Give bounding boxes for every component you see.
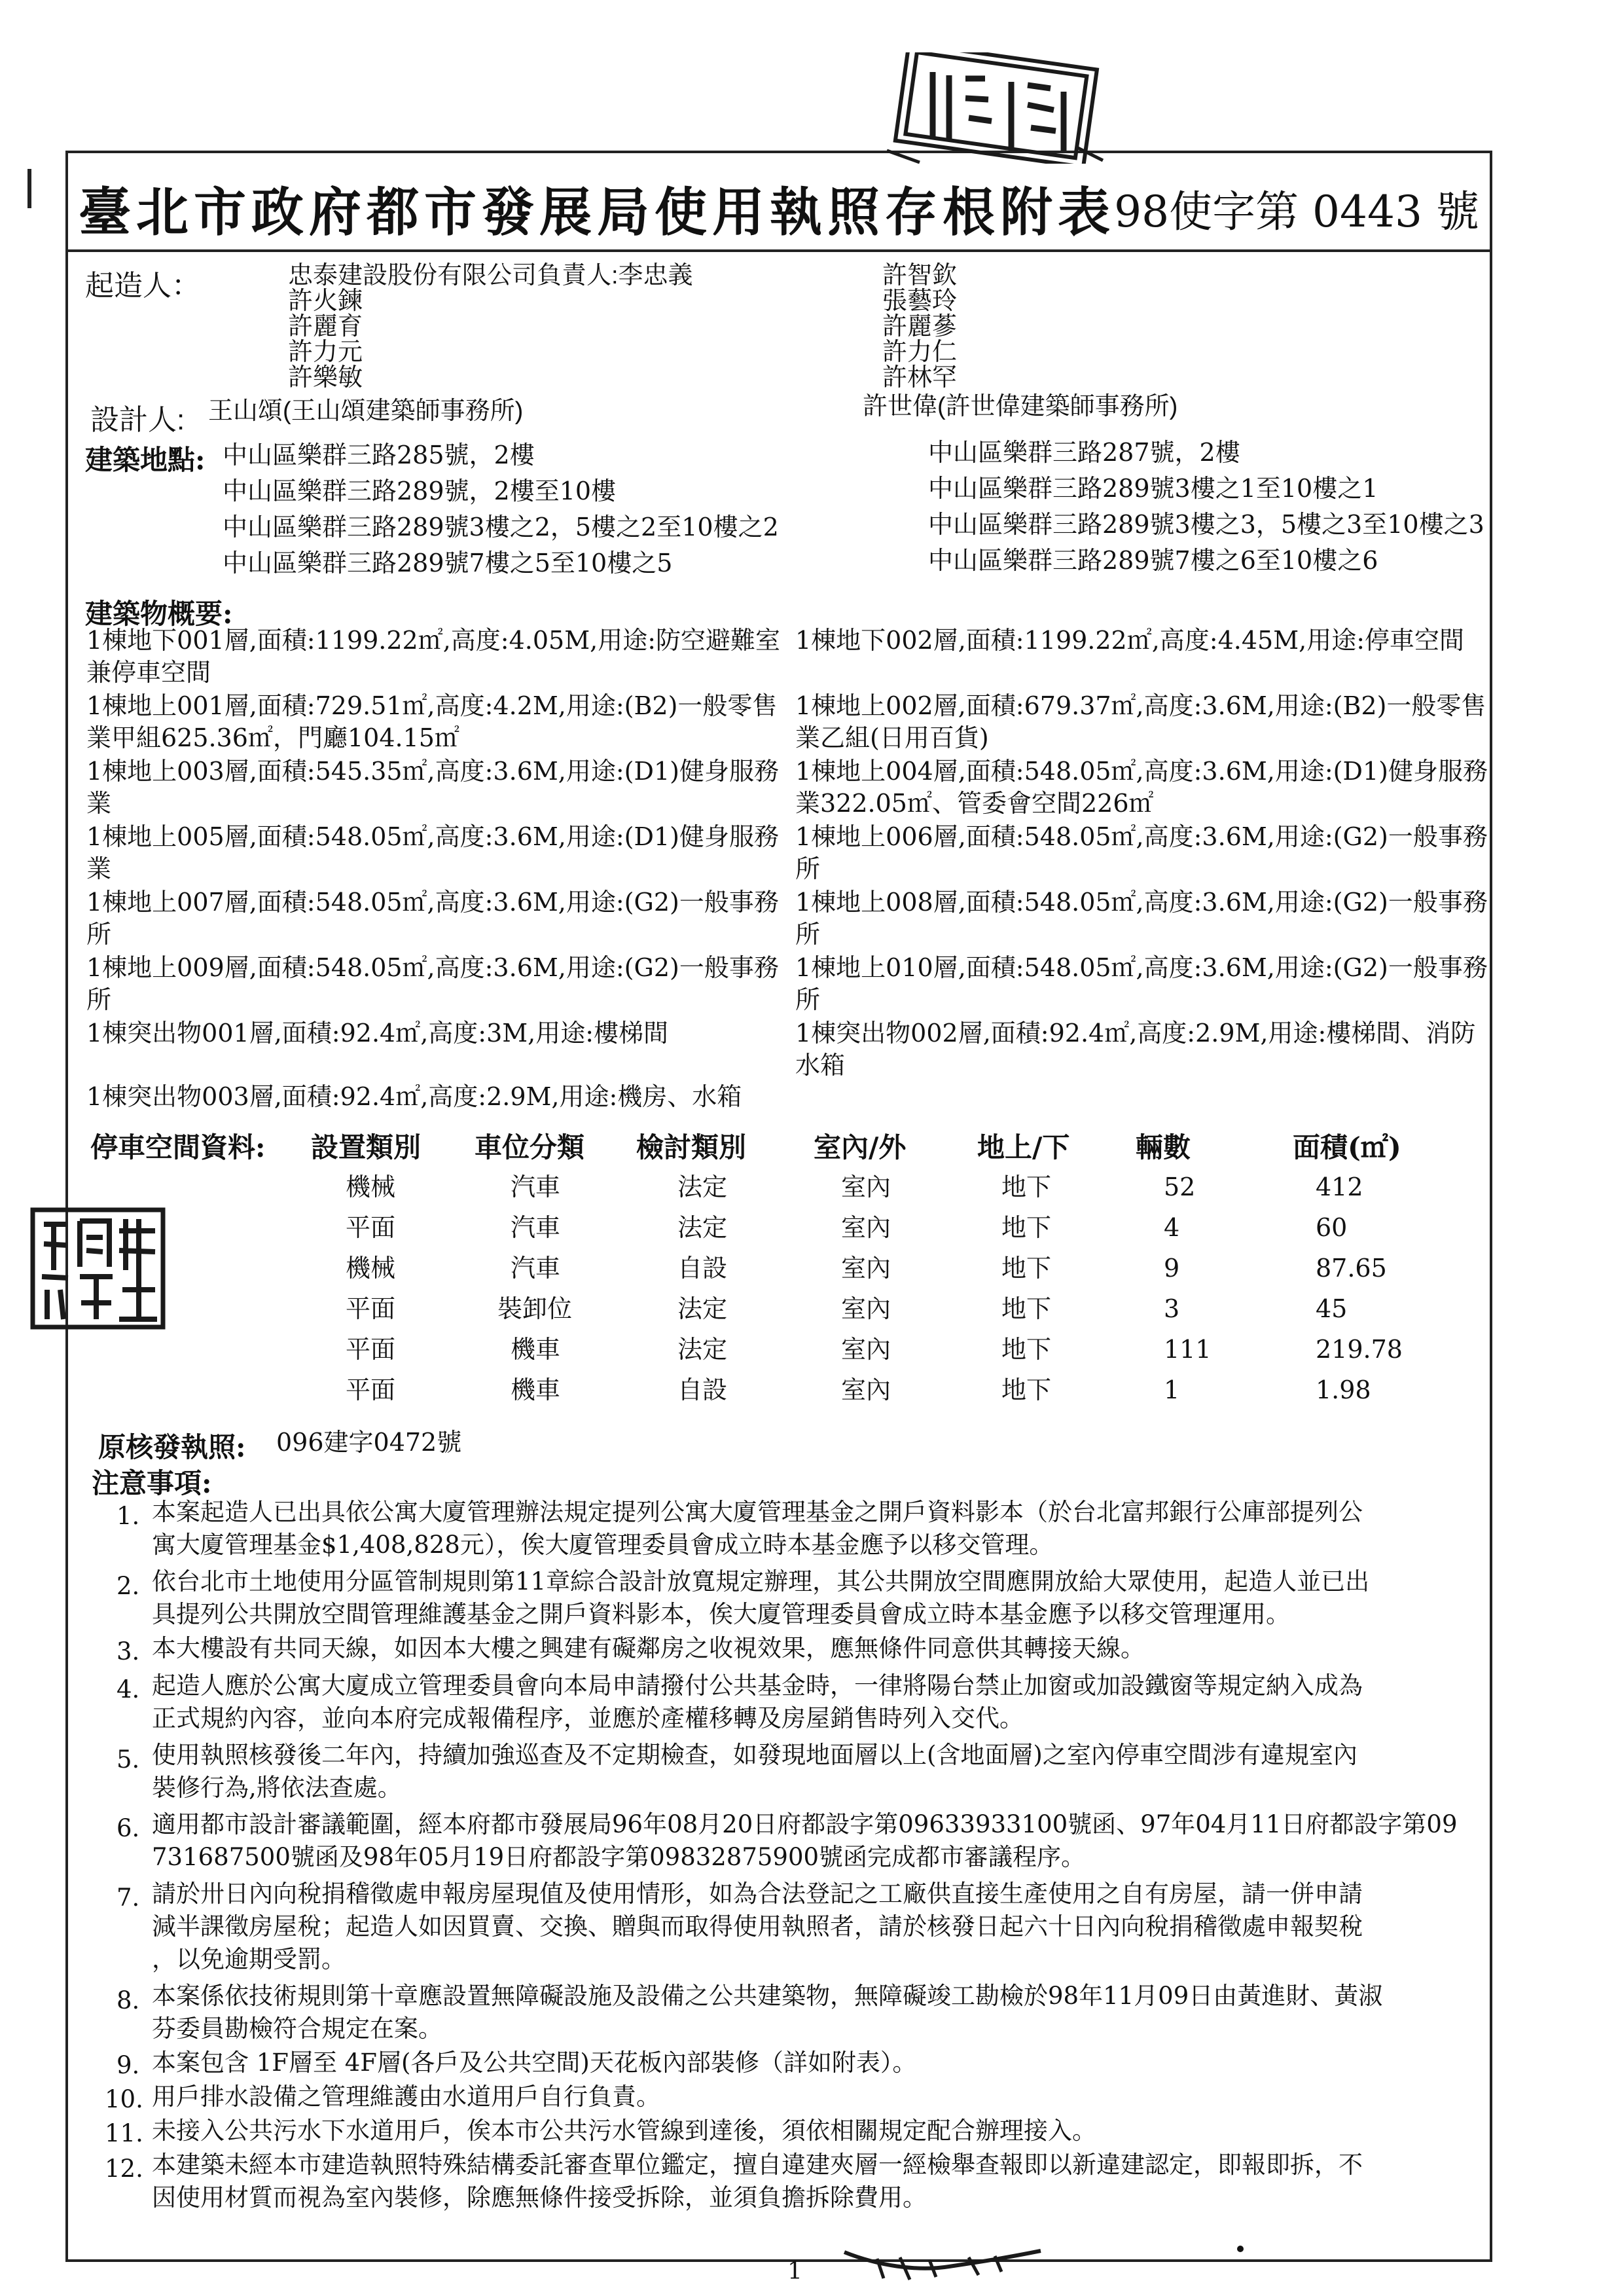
parking-row-3-level: 地下 <box>1001 1294 1052 1323</box>
parking-row-2-cat: 汽車 <box>511 1254 561 1283</box>
parking-row-0-level: 地下 <box>1001 1173 1052 1201</box>
overview-right-2a: 1棟地上004層,面積:548.05㎡,高度:3.6M,用途:(D1)健身服務 <box>795 757 1488 786</box>
parking-row-2-inout: 室內 <box>841 1254 891 1283</box>
overview-right-6b: 水箱 <box>795 1051 846 1080</box>
builder-right-3: 許力仁 <box>882 338 958 366</box>
site-left-2: 中山區樂群三路289號3樓之2，5樓之2至10樓之2 <box>223 513 779 541</box>
parking-row-4-cat: 機車 <box>511 1335 561 1364</box>
note-6-line-2: 731687500號函及98年05月19日府都設字第09832875900號函完成都市審議程序。 <box>152 1843 1086 1871</box>
site-left-3: 中山區樂群三路289號7樓之5至10樓之5 <box>223 549 673 577</box>
builder-left-4: 許樂敏 <box>288 364 363 392</box>
site-right-3: 中山區樂群三路289號7樓之6至10樓之6 <box>928 546 1378 575</box>
overview-right-5b: 所 <box>795 985 821 1014</box>
parking-row-0-review: 法定 <box>677 1173 728 1201</box>
parking-row-1-level: 地下 <box>1001 1213 1052 1242</box>
designer-right: 許世偉(許世偉建築師事務所) <box>863 393 1178 420</box>
parking-row-0-area: 412 <box>1316 1173 1363 1201</box>
overview-left-2a: 1棟地上003層,面積:545.35㎡,高度:3.6M,用途:(D1)健身服務 <box>86 757 779 786</box>
note-8-line-1: 本案係依技術規則第十章應設置無障礙設施及設備之公共建築物，無障礙竣工勘檢於98年11月09日由黃進財、黃淑 <box>152 1982 1383 2010</box>
parking-header-3: 室內/外 <box>814 1131 907 1163</box>
parking-row-0-type: 機械 <box>346 1173 396 1201</box>
overview-left-3b: 業 <box>86 854 112 883</box>
parking-row-5-level: 地下 <box>1001 1376 1052 1404</box>
note-12-line-2: 因使用材質而視為室內裝修，除應無條件接受拆除，並須負擔拆除費用。 <box>152 2183 927 2212</box>
page-number: 1 <box>787 2258 802 2285</box>
parking-row-1-inout: 室內 <box>841 1213 891 1242</box>
overview-left-7a: 1棟突出物003層,面積:92.4㎡,高度:2.9M,用途:機房、水箱 <box>86 1082 742 1111</box>
note-10-line-1: 用戶排水設備之管理維護由水道用戶自行負責。 <box>152 2083 660 2111</box>
site-left-1: 中山區樂群三路289號，2樓至10樓 <box>223 477 617 505</box>
builder-label: 起造人： <box>85 270 200 302</box>
parking-row-0-cat: 汽車 <box>511 1173 561 1201</box>
original-license-value: 096建字0472號 <box>276 1428 462 1457</box>
overview-right-3a: 1棟地上006層,面積:548.05㎡,高度:3.6M,用途:(G2)一般事務 <box>795 822 1488 851</box>
parking-row-2-count: 9 <box>1164 1254 1180 1283</box>
title-row <box>65 151 1492 252</box>
note-7-line-1: 請於卅日內向稅捐稽徵處申報房屋現值及使用情形，如為合法登記之工廠供直接生產使用之自有房屋，請一併申請 <box>152 1880 1363 1908</box>
parking-header-1: 車位分類 <box>475 1131 585 1163</box>
document-title: 臺北市政府都市發展局使用執照存根附表 <box>79 181 1115 243</box>
parking-label: 停車空間資料: <box>90 1131 266 1163</box>
parking-row-3-count: 3 <box>1164 1294 1180 1323</box>
parking-row-3-review: 法定 <box>677 1294 728 1323</box>
overview-right-5a: 1棟地上010層,面積:548.05㎡,高度:3.6M,用途:(G2)一般事務 <box>795 953 1488 982</box>
note-11-line-1: 未接入公共污水下水道用戶，俟本市公共污水管線到達後，須依相關規定配合辦理接入。 <box>152 2117 1096 2145</box>
designer-label: 設計人: <box>90 404 185 436</box>
overview-right-2b: 業322.05㎡、管委會空間226㎡ <box>795 789 1154 818</box>
note-5-line-2: 裝修行為,將依法查處。 <box>152 1774 402 1802</box>
note-3-num: 3. <box>117 1637 140 1666</box>
parking-row-0-inout: 室內 <box>841 1173 891 1201</box>
note-9-num: 9. <box>117 2051 140 2079</box>
overview-right-4a: 1棟地上008層,面積:548.05㎡,高度:3.6M,用途:(G2)一般事務 <box>795 888 1488 917</box>
overview-left-2b: 業 <box>86 789 112 818</box>
parking-row-3-inout: 室內 <box>841 1294 891 1323</box>
parking-row-1-area: 60 <box>1316 1213 1348 1242</box>
parking-header-0: 設置類別 <box>311 1131 422 1163</box>
note-2-line-1: 依台北市土地使用分區管制規則第11章綜合設計放寬規定辦理，其公共開放空間應開放給大眾使用，起造人並已出 <box>152 1567 1370 1595</box>
parking-row-3-cat: 裝卸位 <box>497 1294 573 1323</box>
parking-row-1-count: 4 <box>1164 1213 1180 1242</box>
builder-right-0: 許智欽 <box>882 262 958 289</box>
note-2-line-2: 具提列公共開放空間管理維護基金之開戶資料影本，俟大廈管理委員會成立時本基金應予以移交管理運用。 <box>152 1600 1290 1628</box>
parking-row-4-review: 法定 <box>677 1335 728 1364</box>
note-10-num: 10. <box>105 2085 143 2113</box>
overview-right-4b: 所 <box>795 920 821 949</box>
signature-scribble <box>838 2239 1047 2285</box>
note-8-num: 8. <box>117 1986 140 2014</box>
builder-right-1: 張藝玲 <box>882 287 958 315</box>
note-6-line-1: 適用都市設計審議範圍，經本府都市發展局96年08月20日府都設字第09633933100號函、97年04月11日府都設字第09 <box>152 1810 1458 1838</box>
parking-row-5-type: 平面 <box>346 1376 396 1404</box>
parking-row-2-type: 機械 <box>346 1254 396 1283</box>
parking-row-3-type: 平面 <box>346 1294 396 1323</box>
note-1-line-1: 本案起造人已出具依公寓大廈管理辦法規定提列公寓大廈管理基金之開戶資料影本（於台北富邦銀行公庫部提列公 <box>152 1498 1363 1526</box>
notes-label: 注意事項: <box>92 1467 212 1499</box>
parking-row-2-review: 自設 <box>677 1254 728 1283</box>
margin-mark <box>27 169 31 208</box>
note-4-line-2: 正式規約內容，並向本府完成報備程序，並應於產權移轉及房屋銷售時列入交代。 <box>152 1704 1024 1732</box>
original-license-label: 原核發執照: <box>98 1431 246 1463</box>
note-8-line-2: 芬委員勘檢符合規定在案。 <box>152 2014 442 2043</box>
parking-row-5-count: 1 <box>1164 1376 1180 1404</box>
note-7-line-2: 減半課徵房屋稅；起造人如因買賣、交換、贈與而取得使用執照者，請於核發日起六十日內向稅捐稽徵處申報契稅 <box>152 1912 1363 1941</box>
overview-left-1a: 1棟地上001層,面積:729.51㎡,高度:4.2M,用途:(B2)一般零售 <box>86 691 778 720</box>
note-4-num: 4. <box>117 1675 140 1704</box>
parking-header-6: 面積(㎡) <box>1293 1131 1401 1163</box>
note-5-num: 5. <box>117 1745 140 1774</box>
parking-row-5-review: 自設 <box>677 1376 728 1404</box>
permit-number: 98使字第 0443 號 <box>1114 187 1479 237</box>
site-label: 建築地點: <box>85 444 206 476</box>
site-right-1: 中山區樂群三路289號3樓之1至10樓之1 <box>928 474 1378 503</box>
note-12-num: 12. <box>105 2155 143 2183</box>
note-4-line-1: 起造人應於公寓大廈成立管理委員會向本局申請撥付公共基金時，一律將陽台禁止加窗或加設鐵窗等規定納入成為 <box>152 1671 1363 1700</box>
overview-left-0b: 兼停車空間 <box>86 658 211 687</box>
builder-left-0: 忠泰建設股份有限公司負責人:李忠義 <box>288 262 693 289</box>
overview-right-1b: 業乙組(日用百貨) <box>795 723 989 752</box>
builder-left-2: 許麗育 <box>288 313 363 340</box>
parking-row-4-type: 平面 <box>346 1335 396 1364</box>
builder-left-1: 許火鍊 <box>288 287 363 315</box>
parking-row-0-count: 52 <box>1164 1173 1196 1201</box>
builder-right-2: 許麗蔘 <box>882 313 958 340</box>
note-12-line-1: 本建築未經本市建造執照特殊結構委託審查單位鑑定，擅自違建夾層一經檢舉查報即以新違建認定，即報即拆，不 <box>152 2151 1363 2179</box>
parking-row-1-review: 法定 <box>677 1213 728 1242</box>
site-right-2: 中山區樂群三路289號3樓之3，5樓之3至10樓之3 <box>928 510 1484 539</box>
parking-row-3-area: 45 <box>1316 1294 1348 1323</box>
note-9-line-1: 本案包含 1F層至 4F層(各戶及公共空間)天花板內部裝修（詳如附表）。 <box>152 2049 917 2077</box>
note-3-line-1: 本大樓設有共同天線，如因本大樓之興建有礙鄰房之收視效果，應無條件同意供其轉接天線。 <box>152 1634 1145 1662</box>
note-1-line-2: 寓大廈管理基金$1,408,828元），俟大廈管理委員會成立時本基金應予以移交管理。 <box>152 1531 1054 1559</box>
builder-right-4: 許林罕 <box>882 364 958 392</box>
builder-left-3: 許力元 <box>288 338 363 366</box>
parking-row-4-area: 219.78 <box>1316 1335 1403 1364</box>
site-left-0: 中山區樂群三路285號，2樓 <box>223 441 535 469</box>
parking-header-4: 地上/下 <box>977 1131 1070 1163</box>
note-2-num: 2. <box>117 1572 140 1600</box>
note-7-num: 7. <box>117 1884 140 1912</box>
overview-right-1a: 1棟地上002層,面積:679.37㎡,高度:3.6M,用途:(B2)一般零售 <box>795 691 1486 720</box>
overview-left-0a: 1棟地下001層,面積:1199.22㎡,高度:4.05M,用途:防空避難室 <box>86 626 781 655</box>
top-seal-stamp <box>887 52 1109 164</box>
parking-header-5: 輛數 <box>1136 1131 1191 1163</box>
note-11-num: 11. <box>105 2119 143 2147</box>
parking-row-4-inout: 室內 <box>841 1335 891 1364</box>
overview-left-4b: 所 <box>86 920 112 949</box>
overview-left-4a: 1棟地上007層,面積:548.05㎡,高度:3.6M,用途:(G2)一般事務 <box>86 888 779 917</box>
overview-right-3b: 所 <box>795 854 821 883</box>
note-1-num: 1. <box>117 1502 140 1530</box>
overview-left-6a: 1棟突出物001層,面積:92.4㎡,高度:3M,用途:樓梯間 <box>86 1019 669 1048</box>
parking-row-1-cat: 汽車 <box>511 1213 561 1242</box>
dot-mark <box>1237 2246 1244 2252</box>
overview-left-5a: 1棟地上009層,面積:548.05㎡,高度:3.6M,用途:(G2)一般事務 <box>86 953 779 982</box>
designer-left: 王山頌(王山頌建築師事務所) <box>208 397 524 425</box>
left-seal-stamp <box>27 1205 168 1332</box>
parking-row-4-count: 111 <box>1164 1335 1212 1364</box>
parking-row-1-type: 平面 <box>346 1213 396 1242</box>
overview-right-6a: 1棟突出物002層,面積:92.4㎡,高度:2.9M,用途:樓梯間、消防 <box>795 1019 1476 1048</box>
parking-row-5-inout: 室內 <box>841 1376 891 1404</box>
parking-row-2-level: 地下 <box>1001 1254 1052 1283</box>
note-5-line-1: 使用執照核發後二年內，持續加強巡查及不定期檢查，如發現地面層以上(含地面層)之室內停車空間涉有違規室內 <box>152 1741 1357 1769</box>
parking-row-5-cat: 機車 <box>511 1376 561 1404</box>
parking-row-2-area: 87.65 <box>1316 1254 1387 1283</box>
overview-right-0a: 1棟地下002層,面積:1199.22㎡,高度:4.45M,用途:停車空間 <box>795 626 1465 655</box>
parking-row-4-level: 地下 <box>1001 1335 1052 1364</box>
overview-left-1b: 業甲組625.36㎡，門廳104.15㎡ <box>86 723 459 752</box>
parking-header-2: 檢討類別 <box>636 1131 747 1163</box>
overview-left-3a: 1棟地上005層,面積:548.05㎡,高度:3.6M,用途:(D1)健身服務 <box>86 822 779 851</box>
note-6-num: 6. <box>117 1814 140 1842</box>
site-right-0: 中山區樂群三路287號，2樓 <box>928 438 1240 467</box>
overview-label: 建築物概要: <box>85 598 233 630</box>
note-7-line-3: ，以免逾期受罰。 <box>152 1945 346 1973</box>
overview-left-5b: 所 <box>86 985 112 1014</box>
parking-row-5-area: 1.98 <box>1316 1376 1371 1404</box>
